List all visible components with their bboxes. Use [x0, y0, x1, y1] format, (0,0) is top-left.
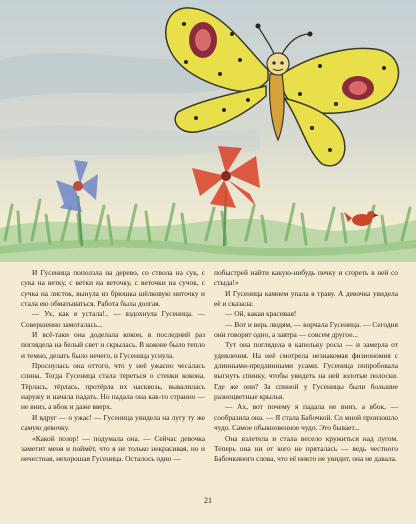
left-text-column: [21, 268, 205, 465]
page-number: 21: [204, 496, 212, 505]
paragraph: побыстрей найти какую-нибудь печку и сгореть в ней со стыда!»: [214, 268, 398, 288]
paragraph: Проснулась она оттого, что у неё ужасно чесалась спина. Тогда Гусеница стала тереться о стенки кокона. Тёрлась, тёрлась, протёрла их насквозь, вывалилась наружу и начала падать. Но падала она как-то странно — не вниз, а вбок и даже вверх.: [21, 361, 205, 412]
paragraph: Тут она поглядела в капельку росы — и замерла от удивления. На неё смотрела незнакомая физиономия с длинными-предлинными усами. Гусеница попробовала выгнуть спинку, чтобы увидеть на ней золотые полоски. Где же они? За спиной у Гусеницы были большие разноцветные крылья.: [214, 340, 398, 402]
paragraph: — Ой, какая красивая!: [225, 309, 297, 319]
right-text-column: [214, 268, 398, 465]
paragraph: Она взлетела и стала весело кружиться над лугом. Теперь она ни от кого не пряталась — ведь честного Бабочкиного слова, что её никто не увидит, она не давала.: [214, 433, 398, 464]
paragraph: — Ах, вот почему я падала не вниз, а вбок, — сообразила она. — Я стала Бабочкой. Со мной произошло чудо. Самое обыкновенное чудо. Это бывает...: [214, 402, 398, 433]
paragraph: — Ух, как я устала!.. — вздохнула Гусеница. — Совершенно замоталась...: [21, 309, 205, 329]
paragraph: — Вот и верь людям, — ворчала Гусеница. — Сегодня они говорят одно, а завтра — совсем другое...: [214, 319, 398, 340]
paragraph: И Гусеница камнем упала в траву. А девочка увидела её и сказала:: [214, 288, 398, 309]
paragraph: И Гусеница поползла на дерево, со ствола на сук, с сука на ветку, с ветки на веточку, с веточки на сучок, с сучка на листок, вынула из брюшка шёлковую ниточку и стала ею обматываться. Работа была долгая.: [21, 268, 205, 309]
paragraph: И вдруг — о ужас! — Гусеница увидела на лугу ту же самую девочку.: [21, 412, 205, 433]
paragraph: И всё-таки она доделала кокон, в последний раз поглядела на белый свет и скрылась. В коконе было тепло и темно, делать было нечего, и Гусеница уснула.: [21, 330, 205, 360]
paragraph: «Какой позор! — подумала она. — Сейчас девочка заметит меня и поймёт, что я не только некрасивая, но и нечестная, нехорошая Гусеница. Осталось одно —: [21, 433, 205, 464]
